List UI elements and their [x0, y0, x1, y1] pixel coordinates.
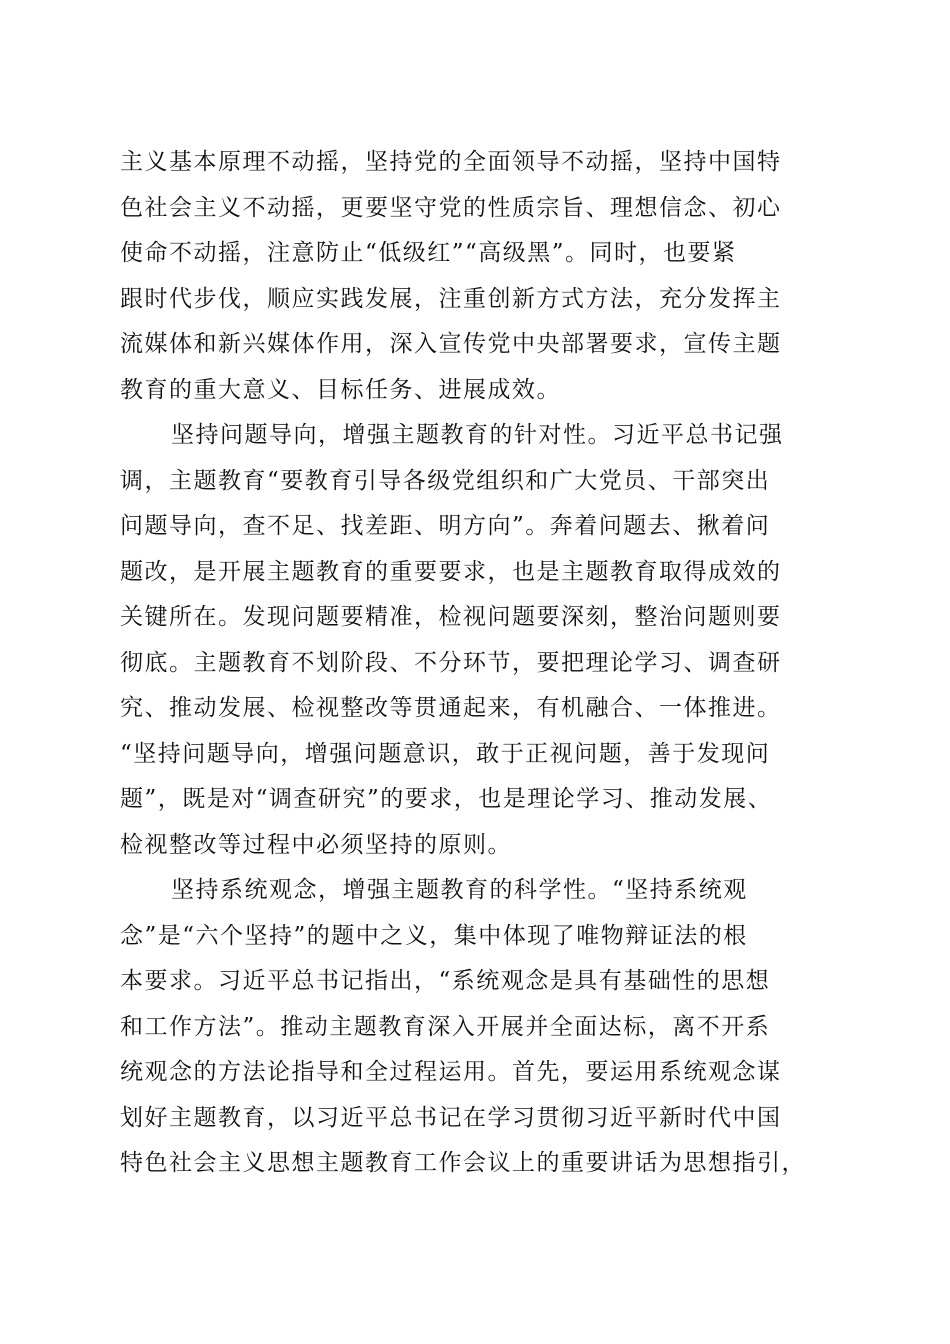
text-line: 教育的重大意义、目标任务、进展成效。	[120, 376, 561, 403]
text-line: 和工作方法”。推动主题教育深入开展并全面达标，离不开系	[120, 1013, 771, 1040]
text-line: 题改，是开展主题教育的重要要求，也是主题教育取得成效的	[120, 558, 782, 585]
text-line: 特色社会主义思想主题教育工作会议上的重要讲话为思想指引，	[120, 1150, 806, 1176]
text-line: 使命不动摇，注意防止“低级红”“高级黑”。同时，也要紧	[120, 240, 737, 266]
text-line: 问题导向，查不足、找差距、明方向”。奔着问题去、揪着问	[120, 513, 771, 539]
text-line: 关键所在。发现问题要精准，检视问题要深刻，整治问题则要	[120, 604, 782, 630]
text-line: 本要求。习近平总书记指出，“系统观念是具有基础性的思想	[120, 968, 771, 994]
text-line: 检视整改等过程中必须坚持的原则。	[120, 831, 512, 858]
text-line: 主义基本原理不动摇，坚持党的全面领导不动摇，坚持中国特	[120, 149, 782, 175]
text-line: 调，主题教育“要教育引导各级党组织和广大党员、干部突出	[120, 467, 771, 494]
text-line: 色社会主义不动摇，更要坚守党的性质宗旨、理想信念、初心	[120, 194, 782, 221]
body-text	[120, 140, 840, 1187]
text-line: 题”，既是对“调查研究”的要求，也是理论学习、推动发展、	[120, 786, 773, 812]
paragraph-first-line: 坚持问题导向，增强主题教育的针对性。习近平总书记强	[171, 422, 784, 448]
text-line: 流媒体和新兴媒体作用，深入宣传党中央部署要求，宣传主题	[120, 331, 782, 357]
text-line: 彻底。主题教育不划阶段、不分环节，要把理论学习、调查研	[120, 649, 782, 676]
text-line: 究、推动发展、检视整改等贯通起来，有机融合、一体推进。	[120, 695, 782, 721]
text-line: 跟时代步伐，顺应实践发展，注重创新方式方法，充分发挥主	[120, 285, 782, 312]
text-line: 统观念的方法论指导和全过程运用。首先，要运用系统观念谋	[120, 1059, 782, 1085]
text-line: 念”是“六个坚持”的题中之义，集中体现了唯物辩证法的根	[120, 922, 748, 949]
text-line: “坚持问题导向，增强问题意识，敢于正视问题，善于发现问	[120, 740, 771, 767]
paragraph-first-line: 坚持系统观念，增强主题教育的科学性。“坚持系统观	[171, 877, 748, 903]
text-line: 划好主题教育，以习近平总书记在学习贯彻习近平新时代中国	[120, 1104, 782, 1131]
